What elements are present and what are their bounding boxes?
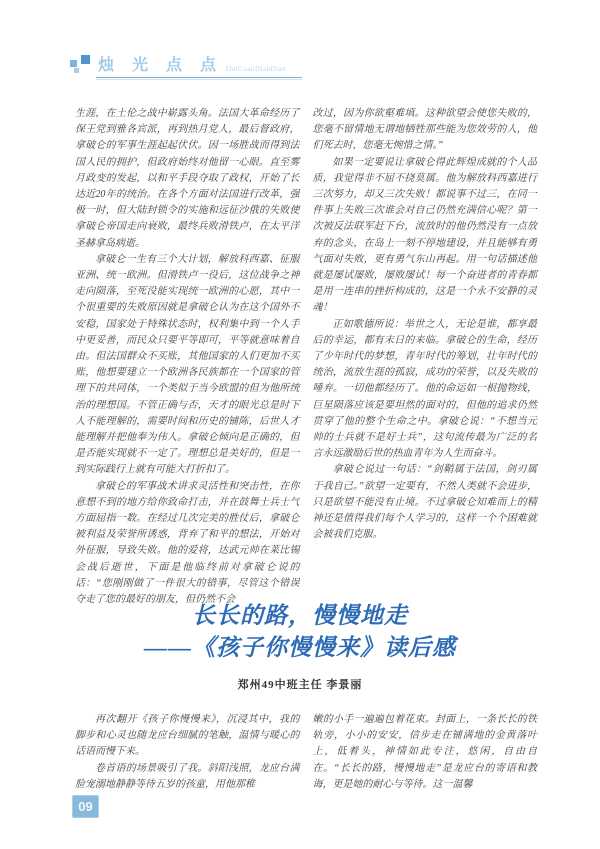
brand-row: [70, 52, 310, 75]
essay2-title-block: [0, 600, 600, 692]
paragraph: 拿破仑说过一句话：“剑鞘属于法国，剑刃属于我自己。”欲望一定要有，不然人类就不会进步，只是欲望不能没有止境。不过拿破仑知难而上的精神还是值得我们每个人学习的，这样一个个困难就会被我们克服。: [312, 464, 537, 541]
header-divider: [96, 77, 302, 78]
paragraph: 拿破仑一生有三个大计划，解放科西嘉、征服亚洲、统一欧洲。但滑铁卢一役后，这位战争之神走向陨落，至死没能实现统一欧洲的心愿，其中一个很重要的失败原因就是拿破仑认为在这个国外不安稳，国家处于特殊状态时，权利集中到一个人手中更妥善，而民众只要平等即可，平等就意味着自由。但法国群众不买账，其他国家的人们更加不买账，他想要建立一个欧洲各民族都在一个国家的管理下的共同体，一个类似于当今欧盟的但为他所统治的理想国。不管正确与否，天才的眼光总是时下人不能理解的，需要时间和历史的铺陈，后世人才能理解并把他奉为伟人。拿破仑倾向是正确的，但是否能实现就不一定了。理想总是美好的，但是一到实际践行上就有可能大打折扣了。: [75, 253, 300, 476]
essay1-left-column: [75, 106, 300, 608]
logo-square-medium: [70, 60, 77, 67]
section-header: [70, 52, 310, 78]
paragraph: 改过，因为你欲壑难填。这种欲望会使您失败的，您毫不留情地无谓地牺牲那些能为您效劳的人，他们死去时，您毫无惋惜之情。”: [312, 108, 537, 152]
paragraph: 嫩的小手一遍遍包着花束。封面上，一条长长的铁轨旁，小小的安安，信步走在铺满地的金黄落叶上，低着头，神情如此专注，悠闲，自由自在。“长长的路，慢慢地走”是龙应台的寄语和教诲，更是她的耐心与等待。这一温馨: [312, 714, 537, 790]
essay2-body: [75, 712, 537, 793]
paragraph: 如果一定要说让拿破仑得此辉煌成就的个人品质，我觉得非不屈不挠莫属。他为解放科西嘉进行三次努力，却又三次失败！都说事不过三，在同一件事上失败三次谁会对自己仍然充满信心呢？第一次被反法联军赶下台，流放时的他仍然没有一点放弃的念头，在岛上一刻不停地建设，并且能够有勇气面对失败，更有勇气东山再起。用一句话描述他就是屡试屡败，屡败屡试！每一个奋进者的青春都是用一连串的挫折构成的，这是一个永不安静的灵魂！: [312, 156, 537, 314]
essay2-left-column: [75, 712, 300, 793]
section-title: 烛 光 点 点: [98, 57, 224, 74]
essay1-body: [75, 106, 537, 608]
essay2-title: 长长的路，慢慢地走: [192, 603, 408, 628]
essay1-right-column: [313, 106, 538, 608]
page-number-badge: 09: [72, 795, 99, 818]
essay2-subtitle: ——《孩子你慢慢来》读后感: [144, 635, 456, 660]
paragraph: 生涯，在土伦之战中崭露头角。法国大革命经历了保王党到雅各宾派，再到热月党人，最后督政府，拿破仑的军事生涯起起伏伏。因一场胜战而得到法国人民的拥护，但政府始终对他留一心眼。直至雾月政变的发起，以和平手段夺取了政权，开始了长达近20年的统治。在各个方面对法国进行改革，强极一时，但大陆封锁令的实施和远征沙俄的失败使拿破仑帝国走向衰败，最终兵败滑铁卢，在太平洋圣赫拿岛病逝。: [75, 108, 300, 249]
section-title-pinyin: ZhuGuanDianDian: [225, 65, 287, 73]
paragraph: 拿破仑的军事战术讲求灵活性和突击性，在你意想不到的地方给你致命打击，并在鼓舞士兵士气方面屈指一数。在经过几次完美的胜仗后，拿破仑被利益及荣誉所诱惑，背弃了和平的想法，开始对外征服，导致失败。他的爱将，达武元帅在莱比锡会战后逝世，下面是他临终前对拿破仑说的话：“您刚刚做了一件很大的错事，尽管这个错误夺走了您的最好的朋友，但仍然不会: [75, 480, 300, 606]
paragraph: 再次翻开《孩子你慢慢来》，沉浸其中，我的脚步和心灵也随龙应台细腻的笔触，温情与暖心的话语而慢下来。: [75, 714, 300, 758]
squares-logo-icon: [70, 53, 90, 75]
essay2-right-column: [313, 712, 538, 793]
paragraph: 卷首语的场景吸引了我。斜阳浅照，龙应台满脸宠溺地静静等待五岁的孩童，用他那稚: [75, 762, 300, 790]
paragraph: 正如歌德所说：举世之人，无论是谁，都享最后的幸运，都有末日的来临。拿破仑的生命，经历了少年时代的梦想，青年时代的筹划，壮年时代的统治，流放生涯的孤寂，成功的荣誉，以及失败的唾弃。一切他都经历了。他的命运如一根抛物线，巨星陨落应该是要坦然的面对的，但他的追求仍然贯穿了他的整个生命之中。拿破仑说：“不想当元帅的士兵就不是好士兵”，这句流传最为广泛的名言永远激励后世的热血青年为人生而奋斗。: [312, 318, 537, 460]
logo-square-large: [81, 55, 90, 64]
logo-square-small: [74, 68, 79, 73]
essay2-byline: 郑州49中班主任 李景丽: [237, 679, 363, 691]
